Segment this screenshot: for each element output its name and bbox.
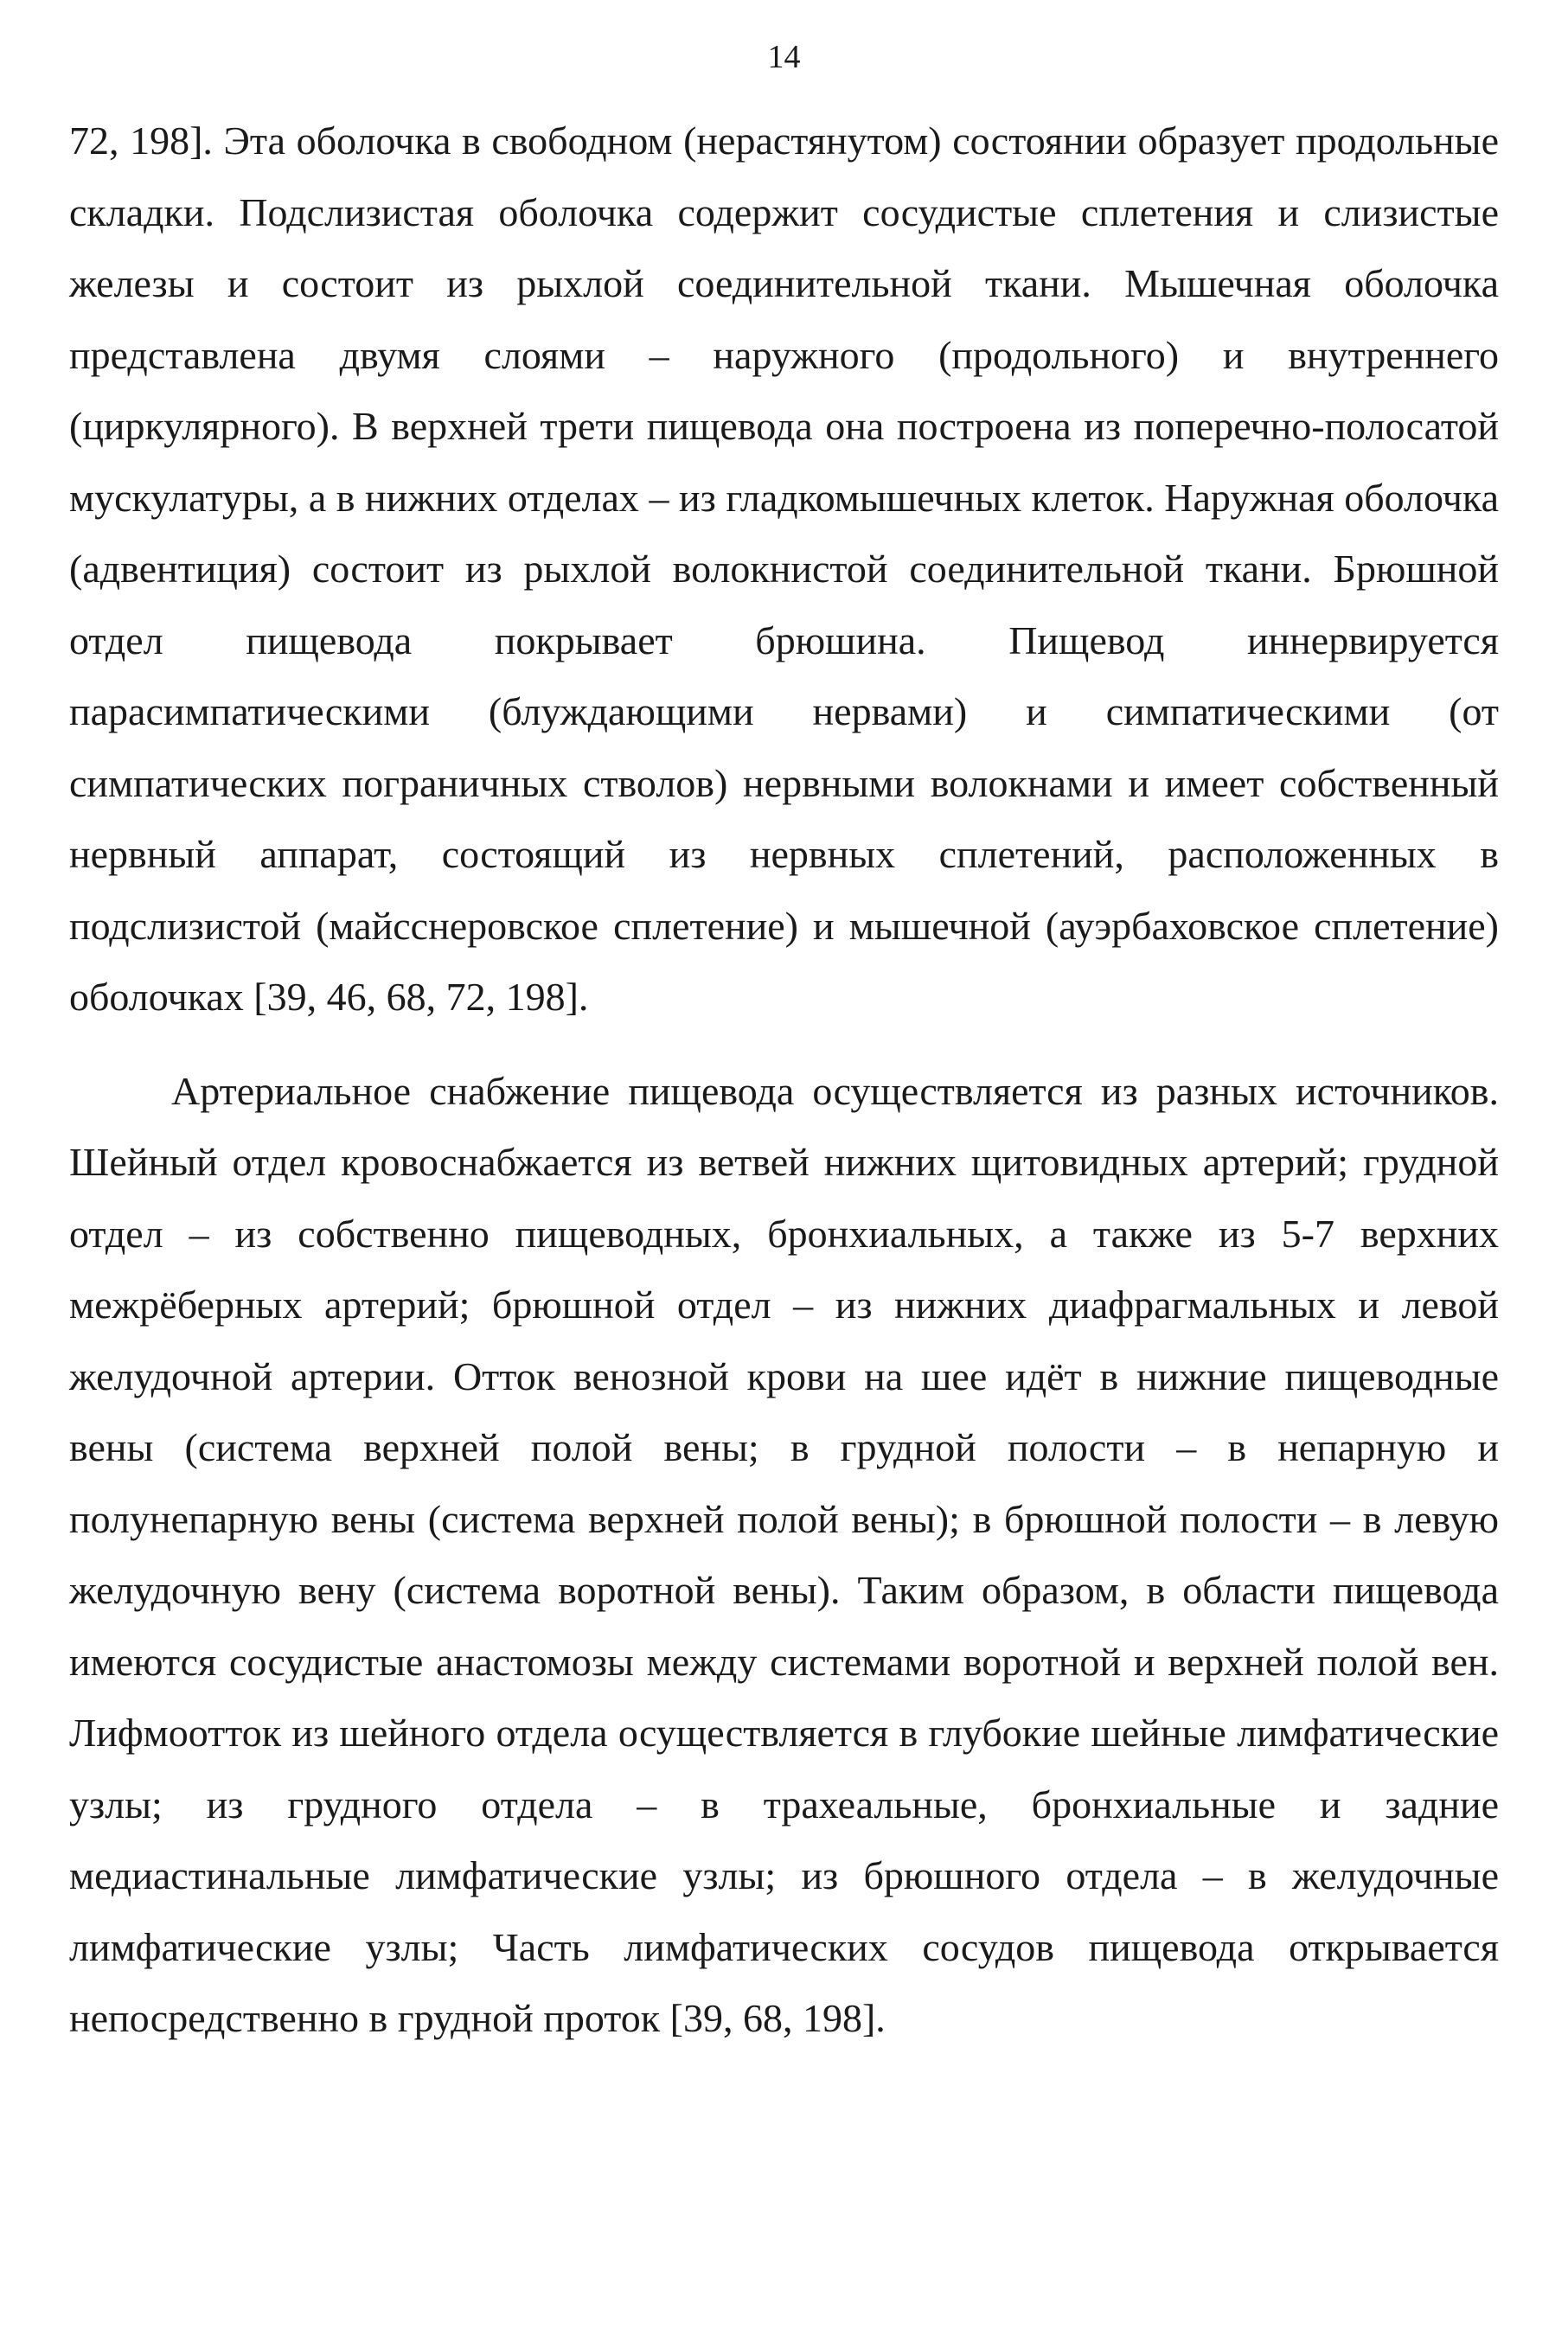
paragraph-esophagus-blood-lymph-supply: Артериальное снабжение пищевода осуществляется из разных источников. Шейный отдел кровоснабжается из ветвей нижних щитовидных артерий; грудной отдел – из собственно пищеводных, бронхиальных, а также из 5-7 верхних межрёберных артерий; брюшной отдел – из нижних диафрагмальных и левой желудочной артерии. Отток венозной крови на шее идёт в нижние пищеводные вены (система верхней полой вены; в грудной полости – в непарную и полунепарную вены (система верхней полой вены); в брюшной полости – в левую желудочную вену (система воротной вены). Таким образом, в области пищевода имеются сосудистые анастомозы между системами воротной и верхней полой вен. Лифмоотток из шейного отдела осуществляется в глубокие шейные лимфатические узлы; из грудного отдела – в трахеальные, бронхиальные и задние медиастинальные лимфатические узлы; из брюшного отдела – в желудочные лимфатические узлы; Часть лимфатических сосудов пищевода открывается непосредственно в грудной проток [39, 68, 198]. bbox=[69, 1068, 1499, 2040]
paragraph-esophagus-wall-innervation: 72, 198]. Эта оболочка в свободном (нерастянутом) состоянии образует продольные складки. Подслизистая оболочка содержит сосудистые сплетения и слизистые железы и состоит из рыхлой соединительной ткани. Мышечная оболочка представлена двумя слоями – наружного (продольного) и внутреннего (циркулярного). В верхней трети пищевода она построена из поперечно-полосатой мускулатуры, а в нижних отделах – из гладкомышечных клеток. Наружная оболочка (адвентиция) состоит из рыхлой волокнистой соединительной ткани. Брюшной отдел пищевода покрывает брюшина. Пищевод иннервируется парасимпатическими (блуждающими нервами) и симпатическими (от симпатических пограничных стволов) нервными волокнами и имеет собственный нервный аппарат, состоящий из нервных сплетений, расположенных в подслизистой (майсснеровское сплетение) и мышечной (ауэрбаховское сплетение) оболочках [39, 46, 68, 72, 198]. bbox=[69, 118, 1499, 1019]
page-number: 14 bbox=[767, 39, 801, 75]
body-text bbox=[69, 106, 1499, 2055]
